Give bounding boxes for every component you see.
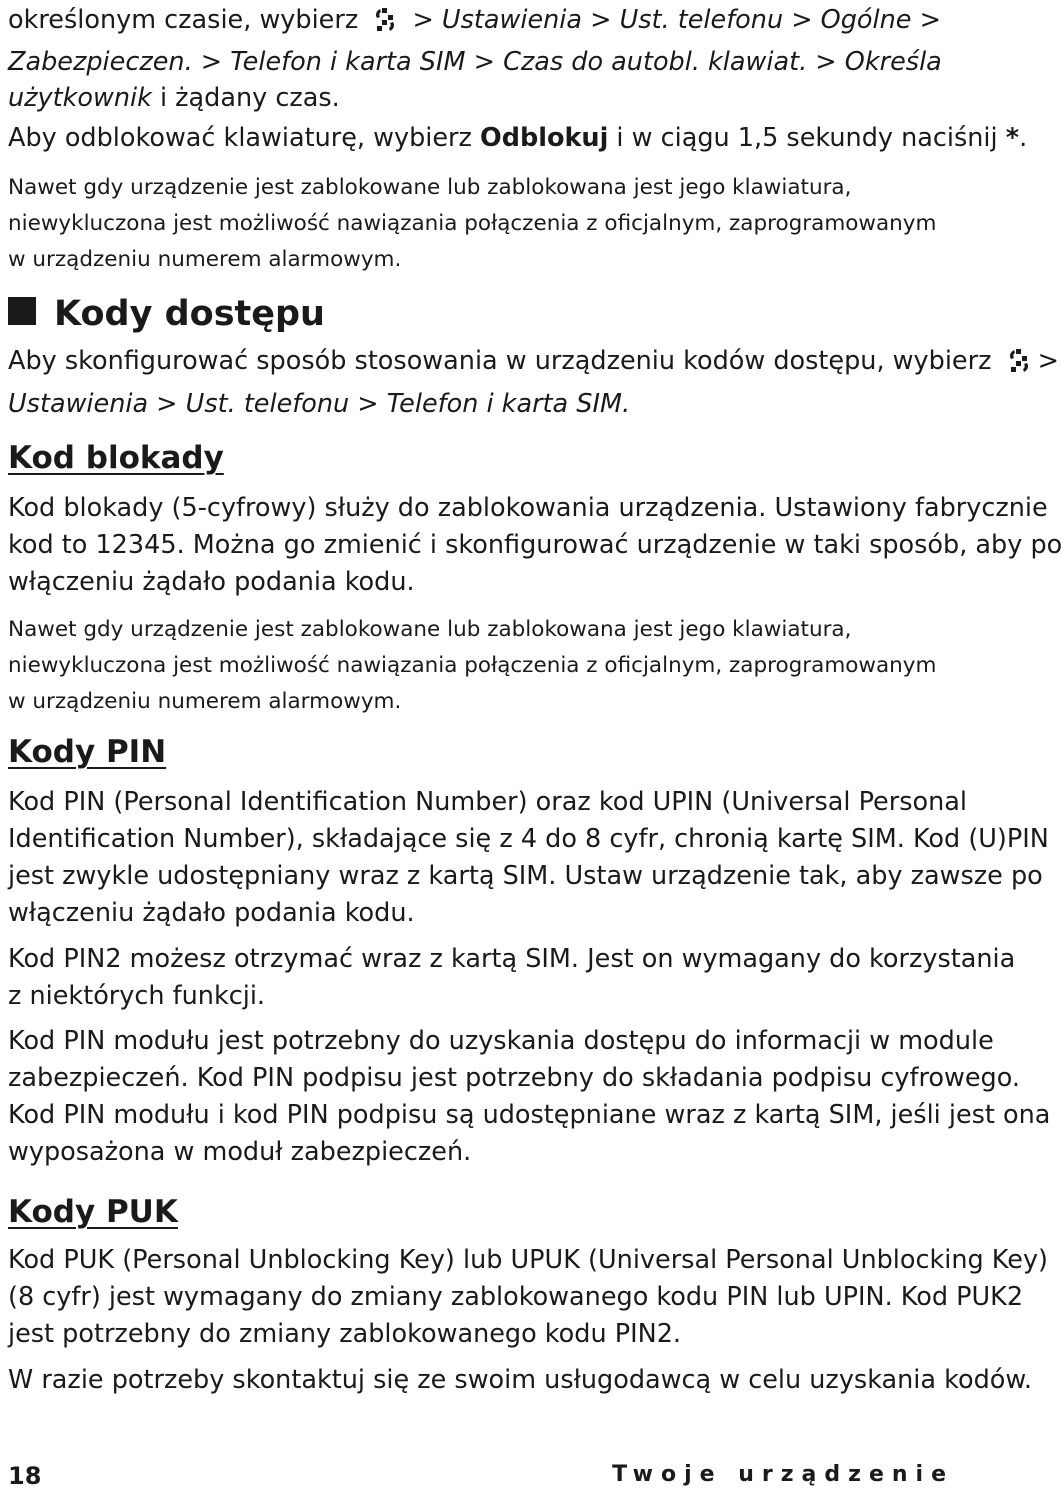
text-line: kod to 12345. Można go zmienić i skonfigurować urządzenie w taki sposób, aby po bbox=[8, 530, 1062, 560]
subheading-puk-codes: Kody PUK bbox=[8, 1194, 178, 1230]
emergency-note-1 bbox=[8, 170, 936, 278]
note-line: Nawet gdy urządzenie jest zablokowane lub zablokowana jest jego klawiatura, bbox=[8, 617, 852, 642]
intro-paragraph bbox=[8, 2, 942, 116]
unlock-paragraph bbox=[8, 120, 1027, 156]
text-line: z niektórych funkcji. bbox=[8, 981, 266, 1011]
unlock-text-c: i w ciągu 1,5 sekundy naciśnij bbox=[608, 123, 1006, 153]
menu-key-icon bbox=[372, 6, 398, 44]
section-heading-access-codes bbox=[8, 290, 325, 338]
lock-code-paragraph bbox=[8, 490, 1062, 601]
text-line: zabezpieczeń. Kod PIN podpisu jest potrzebny do składania podpisu cyfrowego. bbox=[8, 1063, 1020, 1093]
star-key: * bbox=[1005, 123, 1020, 153]
text-line: wyposażona w moduł zabezpieczeń. bbox=[8, 1137, 472, 1167]
subheading-lock-code: Kod blokady bbox=[8, 440, 224, 476]
unlock-text-a: Aby odblokować klawiaturę, wybierz bbox=[8, 123, 481, 153]
text-line: Kod PUK (Personal Unblocking Key) lub UPUK (Universal Personal Unblocking Key) bbox=[8, 1245, 1048, 1275]
menu-key-icon bbox=[1006, 347, 1032, 386]
note-line: Nawet gdy urządzenie jest zablokowane lub zablokowana jest jego klawiatura, bbox=[8, 175, 852, 200]
access-arrow: > bbox=[1037, 346, 1059, 376]
pin-paragraph-1 bbox=[8, 784, 1049, 932]
intro-path-3: użytkownik bbox=[8, 83, 152, 113]
text-line: jest potrzebny do zmiany zablokowanego kodu PIN2. bbox=[8, 1319, 682, 1349]
pin-paragraph-2 bbox=[8, 941, 1015, 1015]
intro-tail: i żądany czas. bbox=[151, 83, 340, 113]
page-number: 18 bbox=[8, 1462, 42, 1490]
text-line: (8 cyfr) jest wymagany do zmiany zablokowanego kodu PIN lub UPIN. Kod PUK2 bbox=[8, 1282, 1024, 1312]
unlock-option: Odblokuj bbox=[480, 123, 609, 153]
running-footer-title: Twoje urządzenie bbox=[612, 1462, 954, 1487]
text-line: Identification Number), składające się z 4 do 8 cyfr, chronią kartę SIM. Kod (U)PIN bbox=[8, 824, 1049, 854]
text-line: włączeniu żądało podania kodu. bbox=[8, 567, 415, 597]
note-line: w urządzeniu numerem alarmowym. bbox=[8, 689, 402, 714]
note-line: w urządzeniu numerem alarmowym. bbox=[8, 247, 402, 272]
intro-path-2: Zabezpieczen. > Telefon i karta SIM > Czas do autobl. klawiat. > Określa bbox=[8, 47, 942, 77]
text-line: Kod blokady (5-cyfrowy) służy do zablokowania urządzenia. Ustawiony fabrycznie bbox=[8, 493, 1048, 523]
text-line: jest zwykle udostępniany wraz z kartą SIM. Ustaw urządzenie tak, aby zawsze po bbox=[8, 861, 1043, 891]
section-heading-text: Kody dostępu bbox=[54, 294, 325, 334]
text-line: W razie potrzeby skontaktuj się ze swoim usługodawcą w celu uzyskania kodów. bbox=[8, 1365, 1032, 1395]
access-text: Aby skonfigurować sposób stosowania w urządzeniu kodów dostępu, wybierz bbox=[8, 346, 992, 376]
intro-path-1: > Ustawienia > Ust. telefonu > Ogólne > bbox=[412, 5, 941, 35]
note-line: niewykluczona jest możliwość nawiązania połączenia z oficjalnym, zaprogramowanym bbox=[8, 211, 937, 236]
access-path: Ustawienia > Ust. telefonu > Telefon i karta SIM. bbox=[8, 389, 631, 419]
text-line: włączeniu żądało podania kodu. bbox=[8, 898, 415, 928]
pin-paragraph-3 bbox=[8, 1023, 1050, 1171]
puk-paragraph-1 bbox=[8, 1242, 1048, 1353]
note-line: niewykluczona jest możliwość nawiązania połączenia z oficjalnym, zaprogramowanym bbox=[8, 653, 937, 678]
puk-paragraph-2 bbox=[8, 1362, 1032, 1399]
text-line: Kod PIN2 możesz otrzymać wraz z kartą SIM. Jest on wymagany do korzystania bbox=[8, 944, 1016, 974]
text-line: Kod PIN modułu jest potrzebny do uzyskania dostępu do informacji w module bbox=[8, 1026, 994, 1056]
subheading-pin-codes: Kody PIN bbox=[8, 734, 167, 770]
text-line: Kod PIN (Personal Identification Number) oraz kod UPIN (Universal Personal bbox=[8, 787, 967, 817]
access-codes-paragraph bbox=[8, 343, 1059, 423]
text-line: Kod PIN modułu i kod PIN podpisu są udostępniane wraz z kartą SIM, jeśli jest ona bbox=[8, 1100, 1051, 1130]
unlock-text-e: . bbox=[1019, 123, 1028, 153]
square-bullet-icon bbox=[8, 297, 36, 325]
emergency-note-2 bbox=[8, 612, 936, 720]
intro-text: określonym czasie, wybierz bbox=[8, 5, 359, 35]
